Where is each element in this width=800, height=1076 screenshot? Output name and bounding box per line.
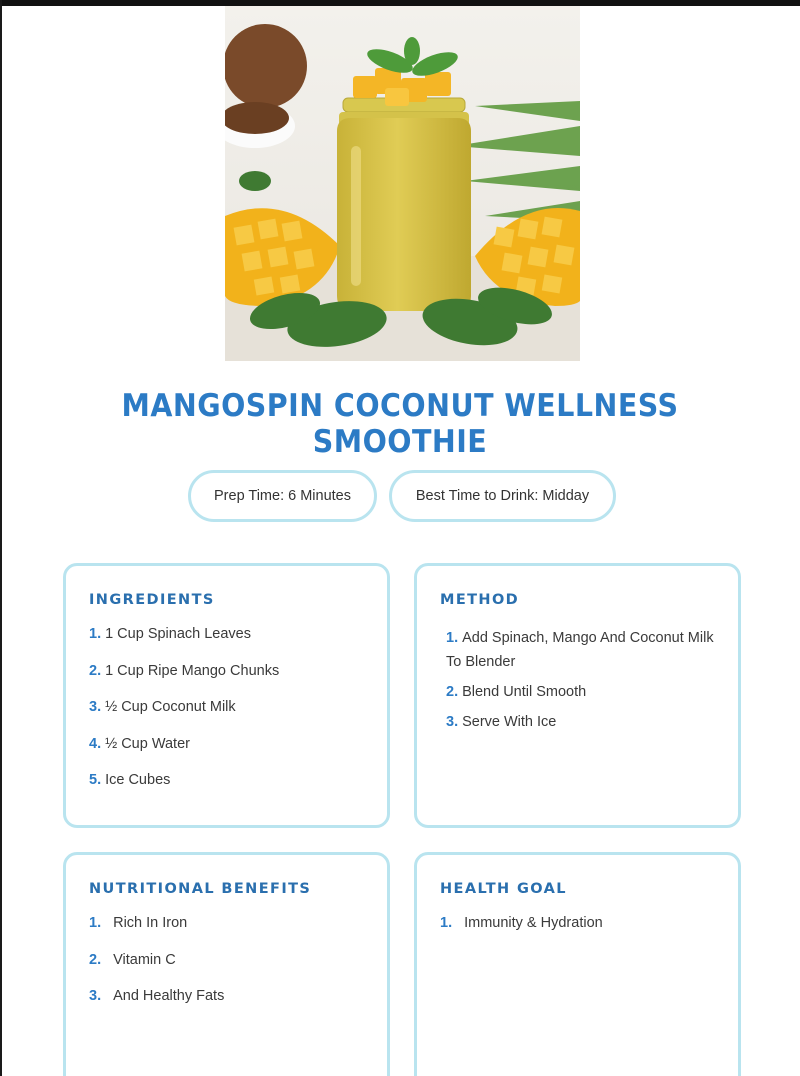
- hero-image: [225, 6, 580, 361]
- list-number: 3.: [89, 699, 102, 715]
- list-number: 5.: [89, 772, 102, 788]
- list-item: [440, 911, 722, 935]
- list-number: 3.: [89, 988, 102, 1004]
- list-item: [89, 948, 371, 972]
- list-text: 1 Cup Spinach Leaves: [105, 626, 251, 642]
- list-text: Rich In Iron: [113, 915, 188, 931]
- list-number: 2.: [89, 951, 102, 968]
- health-goal-card: [414, 852, 741, 1076]
- list-number: 3.: [446, 714, 459, 730]
- list-text: Serve With Ice: [462, 714, 557, 730]
- method-heading: METHOD: [440, 592, 520, 608]
- list-number: 4.: [89, 735, 102, 752]
- list-item: [446, 680, 722, 704]
- list-item: [89, 659, 371, 683]
- page-title: MANGOSPIN COCONUT WELLNESS SMOOTHIE: [121, 388, 679, 460]
- health-goal-heading: HEALTH GOAL: [440, 881, 567, 897]
- list-text: Immunity & Hydration: [464, 915, 603, 931]
- list-text: 1 Cup Ripe Mango Chunks: [105, 662, 280, 679]
- list-number: 1.: [89, 915, 102, 931]
- frame-edge: [0, 0, 2, 1076]
- list-text: ½ Cup Coconut Milk: [105, 699, 236, 715]
- best-time-badge: [389, 470, 616, 522]
- list-text: Ice Cubes: [105, 772, 171, 788]
- list-text: Blend Until Smooth: [462, 684, 587, 700]
- health-goal-list: [440, 911, 722, 948]
- ingredients-heading: INGREDIENTS: [89, 592, 215, 608]
- ingredients-list: [89, 622, 371, 805]
- list-number: 2.: [446, 684, 459, 700]
- list-item: [446, 626, 722, 674]
- list-item: [89, 695, 371, 719]
- ingredients-card: [63, 563, 390, 828]
- list-item: [89, 732, 371, 756]
- list-number: 1.: [446, 630, 459, 646]
- list-text: Add Spinach, Mango And Coconut Milk To Blender: [446, 630, 714, 670]
- method-list: [446, 626, 722, 740]
- list-text: ½ Cup Water: [105, 735, 190, 752]
- method-card: [414, 563, 741, 828]
- list-text: Vitamin C: [113, 951, 176, 968]
- mango-smoothie-jar-image: [225, 6, 580, 361]
- list-item: [89, 984, 371, 1008]
- list-item: [89, 911, 371, 935]
- list-text: And Healthy Fats: [113, 988, 225, 1004]
- prep-time-badge: [188, 470, 377, 522]
- list-item: [89, 622, 371, 646]
- list-item: [446, 710, 722, 734]
- list-number: 1.: [89, 626, 102, 642]
- best-time-label: Best Time to Drink: Midday: [415, 488, 590, 504]
- prep-time-label: Prep Time: 6 Minutes: [214, 488, 351, 504]
- list-number: 2.: [89, 662, 102, 679]
- list-item: [89, 768, 371, 792]
- nutrition-card: [63, 852, 390, 1076]
- nutrition-heading: NUTRITIONAL BENEFITS: [89, 881, 312, 897]
- nutrition-list: [89, 911, 371, 1021]
- list-number: 1.: [440, 915, 453, 931]
